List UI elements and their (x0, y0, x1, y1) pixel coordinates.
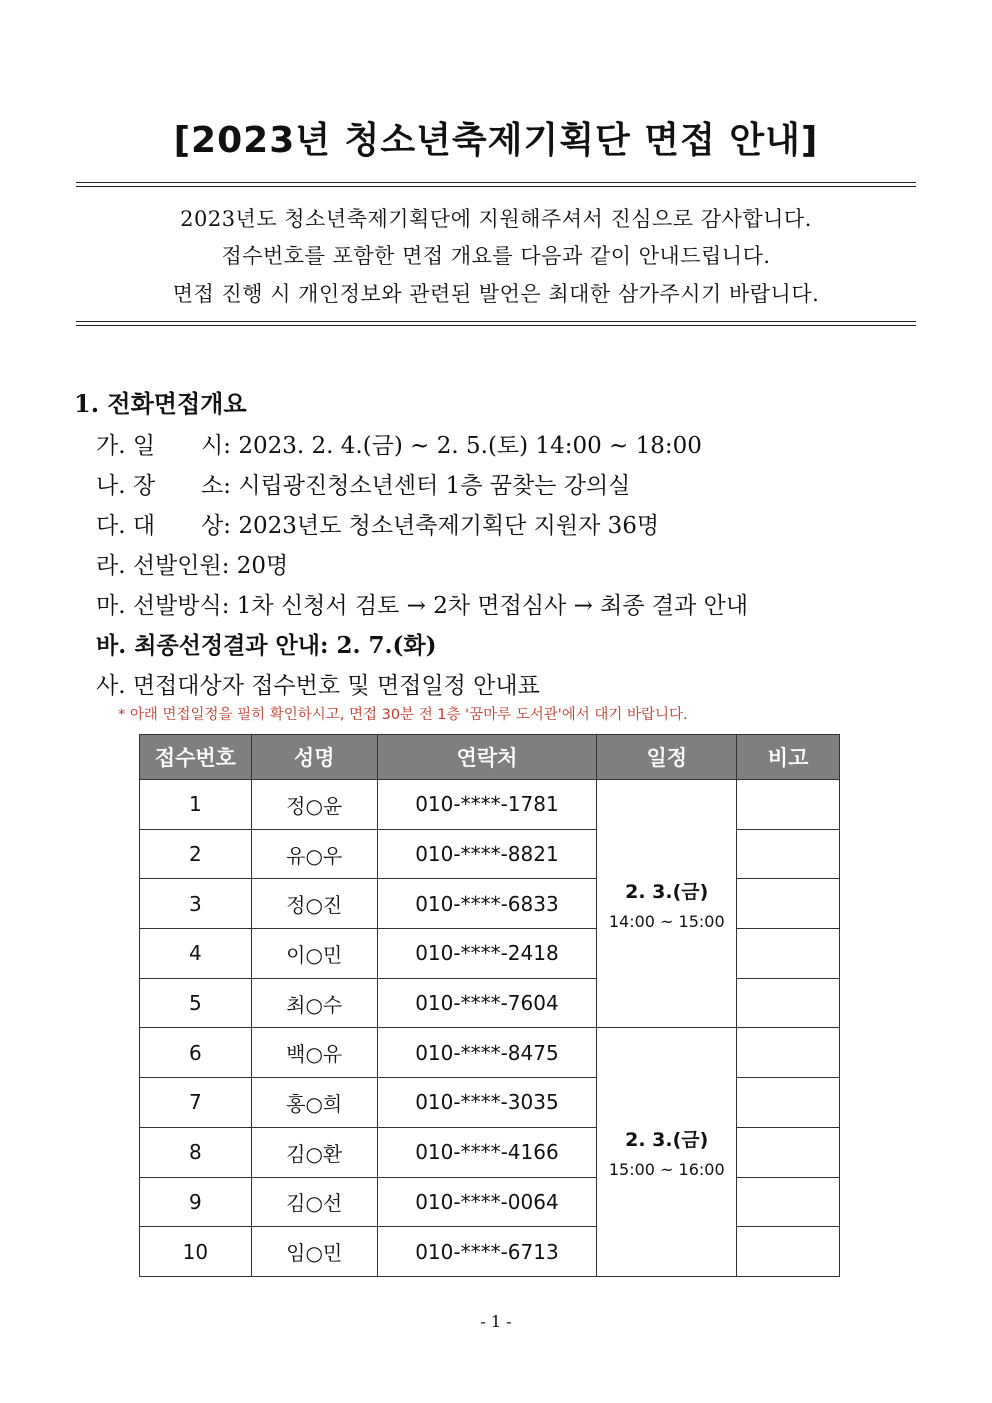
header-receipt-no: 접수번호 (140, 735, 252, 780)
cell-remarks (737, 978, 840, 1028)
overview-value: 2. 7.(화) (336, 632, 437, 659)
cell-contact: 010-****-1781 (377, 780, 597, 830)
overview-value: 2023. 2. 4.(금) ~ 2. 5.(토) 14:00 ~ 18:00 (238, 433, 702, 459)
cell-name: 임○민 (251, 1227, 377, 1277)
overview-label: 사. (96, 673, 126, 699)
cell-contact: 010-****-8475 (377, 1028, 597, 1078)
cell-remarks (737, 1028, 840, 1078)
cell-receipt-no: 9 (140, 1177, 252, 1227)
intro-line-3: 면접 진행 시 개인정보와 관련된 발언은 최대한 삼가주시기 바랍니다. (172, 282, 820, 306)
intro-line-2: 접수번호를 포함한 면접 개요를 다음과 같이 안내드립니다. (221, 244, 771, 268)
overview-item-schedule-table (96, 667, 540, 700)
cell-receipt-no: 4 (140, 929, 252, 979)
table-header-row (140, 735, 840, 780)
cell-contact: 010-****-6833 (377, 879, 597, 929)
cell-name: 김○선 (251, 1177, 377, 1227)
overview-item-result-date (96, 627, 437, 660)
overview-label: 가. 일 시: (96, 433, 232, 459)
slot-date: 2. 3.(금) (625, 880, 709, 903)
cell-remarks (737, 879, 840, 929)
cell-receipt-no: 7 (140, 1078, 252, 1128)
slot-time: 14:00 ~ 15:00 (608, 911, 725, 931)
overview-item-headcount (96, 547, 288, 580)
header-name: 성명 (251, 735, 377, 780)
schedule-note: * 아래 면접일정을 필히 확인하시고, 면접 30분 전 1층 '꿈마루 도서관'에서 대기 바랍니다. (118, 707, 688, 723)
header-schedule: 일정 (597, 735, 737, 780)
cell-name: 백○유 (251, 1028, 377, 1078)
cell-remarks (737, 1127, 840, 1177)
overview-value: 1차 신청서 검토 → 2차 면접심사 → 최종 결과 안내 (236, 593, 749, 619)
cell-name: 유○우 (251, 829, 377, 879)
title-divider-top (76, 182, 916, 187)
cell-receipt-no: 2 (140, 829, 252, 879)
cell-remarks (737, 1078, 840, 1128)
cell-schedule-slot-1 (597, 780, 737, 1028)
cell-contact: 010-****-7604 (377, 978, 597, 1028)
overview-label: 다. 대 상: (96, 513, 232, 539)
cell-receipt-no: 5 (140, 978, 252, 1028)
cell-receipt-no: 10 (140, 1227, 252, 1277)
cell-contact: 010-****-8821 (377, 829, 597, 879)
interview-schedule-table (139, 734, 840, 1277)
cell-contact: 010-****-2418 (377, 929, 597, 979)
cell-receipt-no: 6 (140, 1028, 252, 1078)
overview-label: 라. 선발인원: (96, 553, 230, 579)
cell-remarks (737, 829, 840, 879)
slot-time: 15:00 ~ 16:00 (608, 1160, 725, 1180)
cell-contact: 010-****-4166 (377, 1127, 597, 1177)
overview-value: 2023년도 청소년축제기획단 지원자 36명 (238, 513, 660, 539)
overview-item-method (96, 587, 748, 620)
cell-name: 최○수 (251, 978, 377, 1028)
cell-remarks (737, 780, 840, 830)
cell-name: 홍○희 (251, 1078, 377, 1128)
overview-label: 바. 최종선정결과 안내: (96, 632, 329, 659)
overview-item-date (96, 427, 702, 460)
cell-schedule-slot-2 (597, 1028, 737, 1276)
overview-item-place (96, 467, 630, 500)
cell-name: 정○윤 (251, 780, 377, 830)
cell-remarks (737, 929, 840, 979)
section-title: 1. 전화면접개요 (74, 389, 247, 418)
cell-remarks (737, 1227, 840, 1277)
slot-date: 2. 3.(금) (625, 1129, 709, 1152)
cell-name: 김○환 (251, 1127, 377, 1177)
cell-receipt-no: 1 (140, 780, 252, 830)
cell-remarks (737, 1177, 840, 1227)
overview-item-target (96, 507, 659, 540)
overview-label: 나. 장 소: (96, 473, 232, 499)
cell-name: 이○민 (251, 929, 377, 979)
table-row (140, 780, 840, 830)
table-row (140, 1028, 840, 1078)
cell-contact: 010-****-6713 (377, 1227, 597, 1277)
page-number: - 1 - (480, 1312, 512, 1331)
cell-name: 정○진 (251, 879, 377, 929)
overview-label: 마. 선발방식: (96, 593, 230, 619)
title-divider-bottom (76, 321, 916, 326)
overview-value: 면접대상자 접수번호 및 면접일정 안내표 (132, 673, 540, 699)
document-title: [2023년 청소년축제기획단 면접 안내] (173, 120, 819, 161)
cell-contact: 010-****-3035 (377, 1078, 597, 1128)
overview-value: 20명 (236, 553, 289, 579)
cell-receipt-no: 8 (140, 1127, 252, 1177)
header-contact: 연락처 (377, 735, 597, 780)
header-remarks: 비고 (737, 735, 840, 780)
cell-receipt-no: 3 (140, 879, 252, 929)
intro-line-1: 2023년도 청소년축제기획단에 지원해주셔서 진심으로 감사합니다. (180, 207, 812, 231)
cell-contact: 010-****-0064 (377, 1177, 597, 1227)
overview-value: 시립광진청소년센터 1층 꿈찾는 강의실 (238, 473, 631, 499)
